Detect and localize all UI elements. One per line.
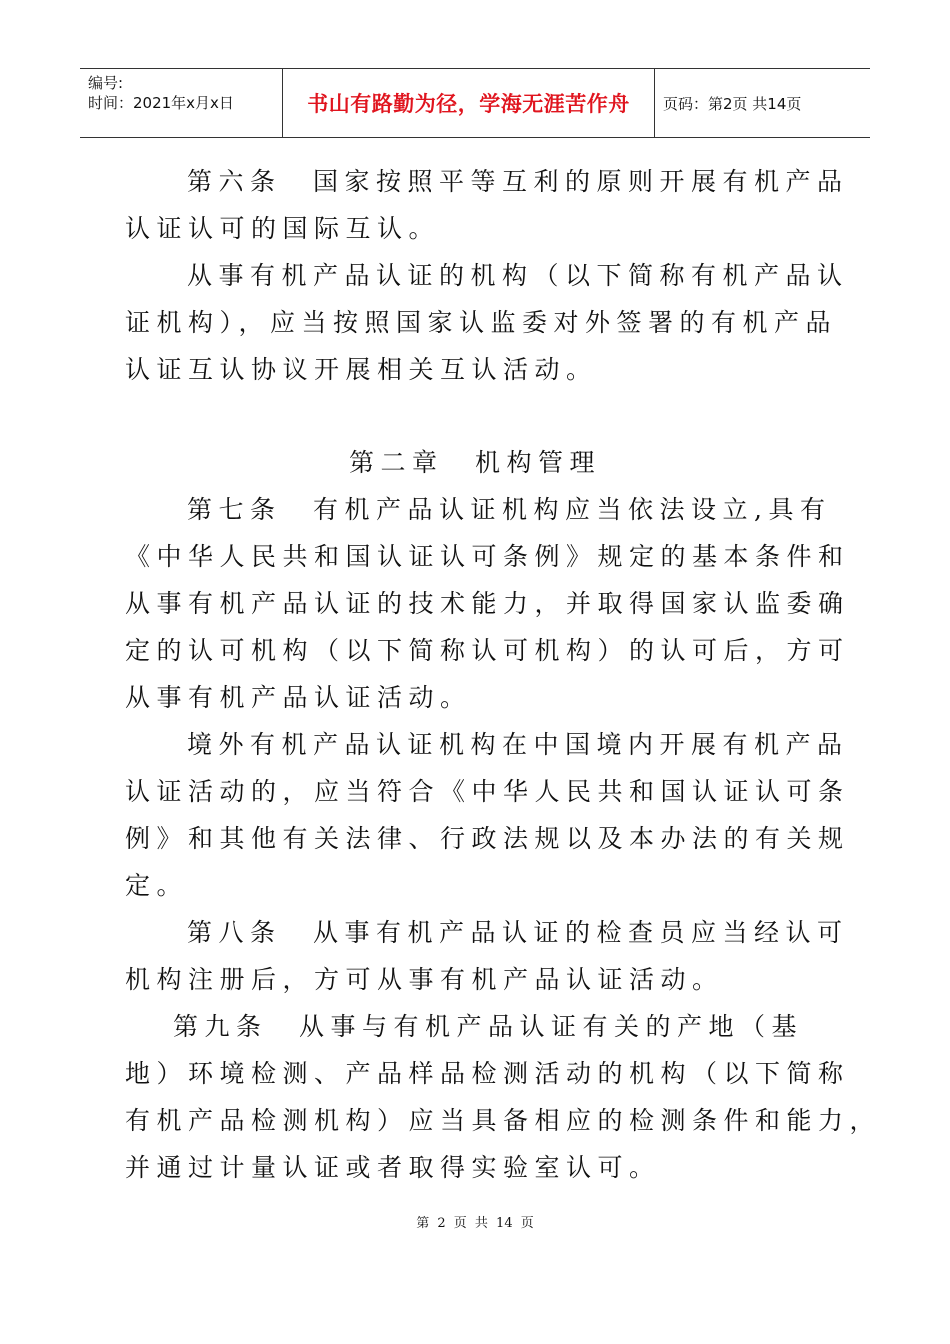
article-7-line-1: 第七条 有机产品认证机构应当依法设立,具有 (187, 495, 832, 524)
article-8-line-2: 机构注册后，方可从事有机产品认证活动。 (125, 965, 724, 994)
article-6-para2-line-3: 认证互认协议开展相关互认活动。 (125, 355, 598, 384)
serial-label: 编号: (88, 74, 124, 92)
page-info-text: 页码：第2页 共14页 (663, 94, 802, 113)
article-6-para2-line-2: 证机构），应当按照国家认监委对外签署的有机产品 (125, 308, 838, 337)
page-footer: 第 2 页 共 14 页 (416, 1216, 534, 1231)
article-7-line-3: 从事有机产品认证的技术能力，并取得国家认监委确 (125, 589, 850, 618)
article-7-line-4: 定的认可机构（以下简称认可机构）的认可后，方可 (125, 636, 850, 665)
article-9-line-1: 第九条 从事与有机产品认证有关的产地（基 (173, 1012, 804, 1041)
article-9-line-2: 地）环境检测、产品样品检测活动的机构（以下简称 (125, 1059, 850, 1088)
header-motto (283, 69, 655, 137)
article-7-para2-line-1: 境外有机产品认证机构在中国境内开展有机产品 (187, 730, 849, 759)
article-7-line-2: 《中华人民共和国认证认可条例》规定的基本条件和 (125, 542, 850, 571)
article-7-para2-line-2: 认证活动的，应当符合《中华人民共和国认证认可条 (125, 777, 850, 806)
article-7-line-5: 从事有机产品认证活动。 (125, 683, 472, 712)
article-7-para2-line-4: 定。 (125, 871, 189, 900)
article-6-line-2: 认证认可的国际互认。 (125, 214, 441, 243)
document-header (80, 68, 870, 138)
spacer (125, 393, 825, 439)
header-meta (80, 69, 283, 137)
motto-text: 书山有路勤为径，学海无涯苦作舟 (307, 92, 630, 116)
article-6-para2-line-1: 从事有机产品认证的机构（以下简称有机产品认 (187, 261, 849, 290)
header-page-info (655, 69, 870, 137)
document-body (125, 158, 882, 1191)
article-9-line-3: 有机产品检测机构）应当具备相应的检测条件和能力， (125, 1106, 882, 1135)
article-6-line-1: 第六条 国家按照平等互利的原则开展有机产品 (187, 167, 849, 196)
article-8-line-1: 第八条 从事有机产品认证的检查员应当经认可 (187, 918, 849, 947)
time-label: 时间：2021年x月x日 (88, 94, 234, 112)
article-7-para2-line-3: 例》和其他有关法律、行政法规以及本办法的有关规 (125, 824, 850, 853)
article-9-line-4: 并通过计量认证或者取得实验室认可。 (125, 1153, 661, 1182)
chapter-heading: 第二章 机构管理 (348, 448, 601, 477)
